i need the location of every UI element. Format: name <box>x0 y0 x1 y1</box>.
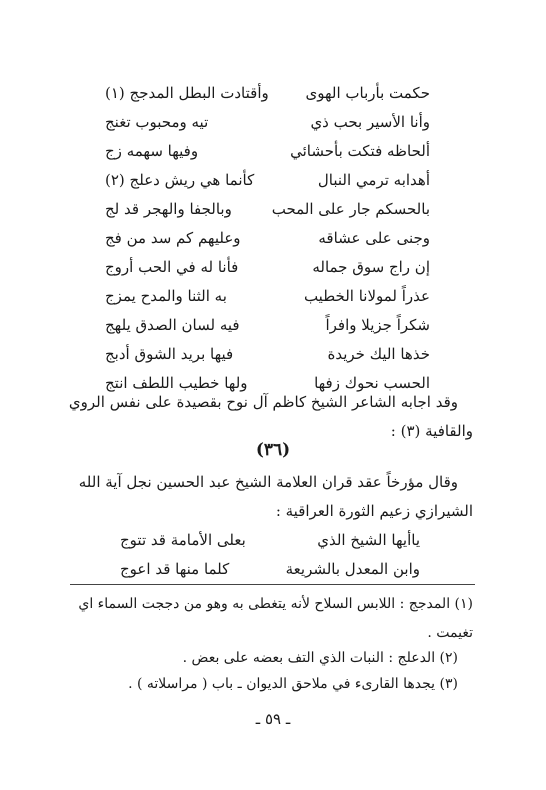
hemistich-second: كأنما هي ريش دعلج (٢) <box>105 171 255 189</box>
hemistich-first: وأنا الأسير بحب ذي <box>310 113 430 131</box>
hemistich-first: عذراً لمولانا الخطيب <box>303 287 430 305</box>
hemistich-second: كلما منها قد اعوج <box>120 560 230 578</box>
hemistich-first: وجنى على عشاقه <box>318 229 430 247</box>
intro-paragraph-line: وقد اجابه الشاعر الشيخ كاظم آل نوح بقصيدة على نفس الروي <box>68 393 458 411</box>
hemistich-second: بعلى الأمامة قد تتوج <box>120 531 246 549</box>
hemistich-first: حكمت بأرباب الهوى <box>305 84 430 102</box>
hemistich-first: بالحسكم جار على المحب <box>271 200 430 218</box>
page-number: ـ ٥٩ ـ <box>255 710 291 728</box>
footnote-separator <box>70 584 475 585</box>
hemistich-second: وعليهم كم سد من فج <box>105 229 241 247</box>
hemistich-second: وأقتادت البطل المدجج (١) <box>105 84 269 102</box>
hemistich-second: وفيها سهمه زج <box>105 142 199 160</box>
footnote-line: (٣) يجدها القارىء في ملاحق الديوان ـ باب ( مراسلاته ) . <box>128 676 458 692</box>
intro-paragraph-line: وقال مؤرخاً عقد قران العلامة الشيخ عبد الحسين نجل آية الله <box>78 473 458 491</box>
footnote-line: تغيمت . <box>427 625 473 641</box>
hemistich-first: ألحاظه فتكت بأحشائي <box>290 142 430 160</box>
hemistich-second: تيه ومحبوب تغنج <box>105 113 209 131</box>
section-heading: (٣٦) <box>255 440 291 460</box>
hemistich-first: شكراً جزيلا وافراً <box>325 316 430 334</box>
hemistich-second: به الثنا والمدح يمزج <box>105 287 227 305</box>
hemistich-second: وبالجفا والهجر قد لج <box>105 200 232 218</box>
hemistich-first: أهدابه ترمي النبال <box>317 171 430 189</box>
hemistich-first: وابن المعدل بالشريعة <box>285 560 420 578</box>
footnote-line: (٢) الدعلج : النبات الذي التف بعضه على بعض . <box>182 650 458 666</box>
hemistich-second: فيها بريد الشوق أدبج <box>105 345 234 363</box>
hemistich-first: إن راج سوق جماله <box>312 258 430 276</box>
hemistich-first: ياأيها الشيخ الذي <box>317 531 420 549</box>
hemistich-first: خذها اليك خريدة <box>327 345 430 363</box>
intro-paragraph-line: الشيرازي زعيم الثورة العراقية : <box>275 502 473 520</box>
footnote-line: (١) المدجج : اللابس السلاح لأنه يتغطى به وهو من دججت السماء اي <box>78 596 473 612</box>
hemistich-second: ولها خطيب اللطف انتج <box>105 374 248 392</box>
intro-paragraph-line: والقافية (٣) : <box>390 422 473 440</box>
hemistich-second: فأنا له في الحب أروج <box>105 258 239 276</box>
hemistich-second: فيه لسان الصدق يلهج <box>105 316 240 334</box>
hemistich-first: الحسب نحوك زفها <box>314 374 430 392</box>
